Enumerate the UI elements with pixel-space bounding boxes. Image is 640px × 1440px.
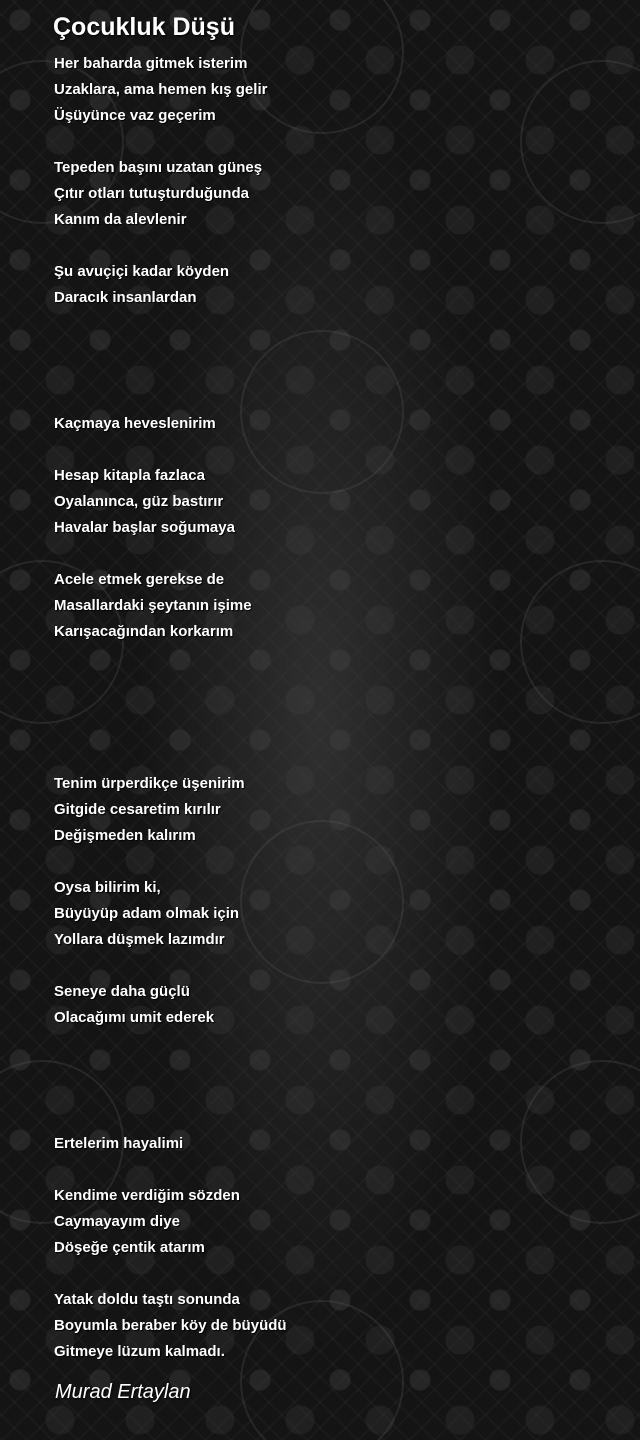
background-ornament xyxy=(520,1060,640,1224)
background-ornament xyxy=(240,0,404,134)
poem-line: Seneye daha güçlü xyxy=(54,983,190,1000)
background-ornament xyxy=(240,330,404,494)
poem-line: Caymayayım diye xyxy=(54,1213,180,1230)
poem-line: Daracık insanlardan xyxy=(54,289,197,306)
poem-line: Gitgide cesaretim kırılır xyxy=(54,801,221,818)
poem-line: Karışacağından korkarım xyxy=(54,623,234,640)
poem-line: Kendime verdiğim sözden xyxy=(54,1187,240,1204)
background-ornament xyxy=(520,560,640,724)
poem-line: Döşeğe çentik atarım xyxy=(54,1239,205,1256)
poem-title: Çocukluk Düşü xyxy=(53,13,235,41)
background-ornament xyxy=(520,60,640,224)
poem-line: Üşüyünce vaz geçerim xyxy=(54,107,216,124)
poem-line: Tepeden başını uzatan güneş xyxy=(54,159,263,176)
poem-line: Boyumla beraber köy de büyüdü xyxy=(54,1317,287,1334)
poem-line: Değişmeden kalırım xyxy=(54,827,196,844)
poem-line: Uzaklara, ama hemen kış gelir xyxy=(54,81,268,98)
poem-line: Kanım da alevlenir xyxy=(54,211,187,228)
poem-line: Tenim ürperdikçe üşenirim xyxy=(54,775,245,792)
poem-line: Havalar başlar soğumaya xyxy=(54,519,235,536)
poem-line: Hesap kitapla fazlaca xyxy=(54,467,205,484)
poem-author: Murad Ertaylan xyxy=(55,1381,191,1403)
poem-line: Yatak doldu taştı sonunda xyxy=(54,1291,240,1308)
poem-line: Oysa bilirim ki, xyxy=(54,879,161,896)
poem-line: Olacağımı umit ederek xyxy=(54,1009,215,1026)
poem-line: Gitmeye lüzum kalmadı. xyxy=(54,1343,225,1360)
poem-line: Çıtır otları tutuşturduğunda xyxy=(54,185,249,202)
background-ornament xyxy=(240,820,404,984)
poem-line: Oyalanınca, güz bastırır xyxy=(54,493,224,510)
poem-line: Acele etmek gerekse de xyxy=(54,571,225,588)
poem-line: Büyüyüp adam olmak için xyxy=(54,905,240,922)
poem-line: Şu avuçiçi kadar köyden xyxy=(54,263,230,280)
poem-line: Kaçmaya heveslenirim xyxy=(54,415,216,432)
poem-line: Her baharda gitmek isterim xyxy=(54,55,248,72)
poem-line: Masallardaki şeytanın işime xyxy=(54,597,252,614)
poem-line: Ertelerim hayalimi xyxy=(54,1135,184,1152)
poem-line: Yollara düşmek lazımdır xyxy=(54,931,225,948)
